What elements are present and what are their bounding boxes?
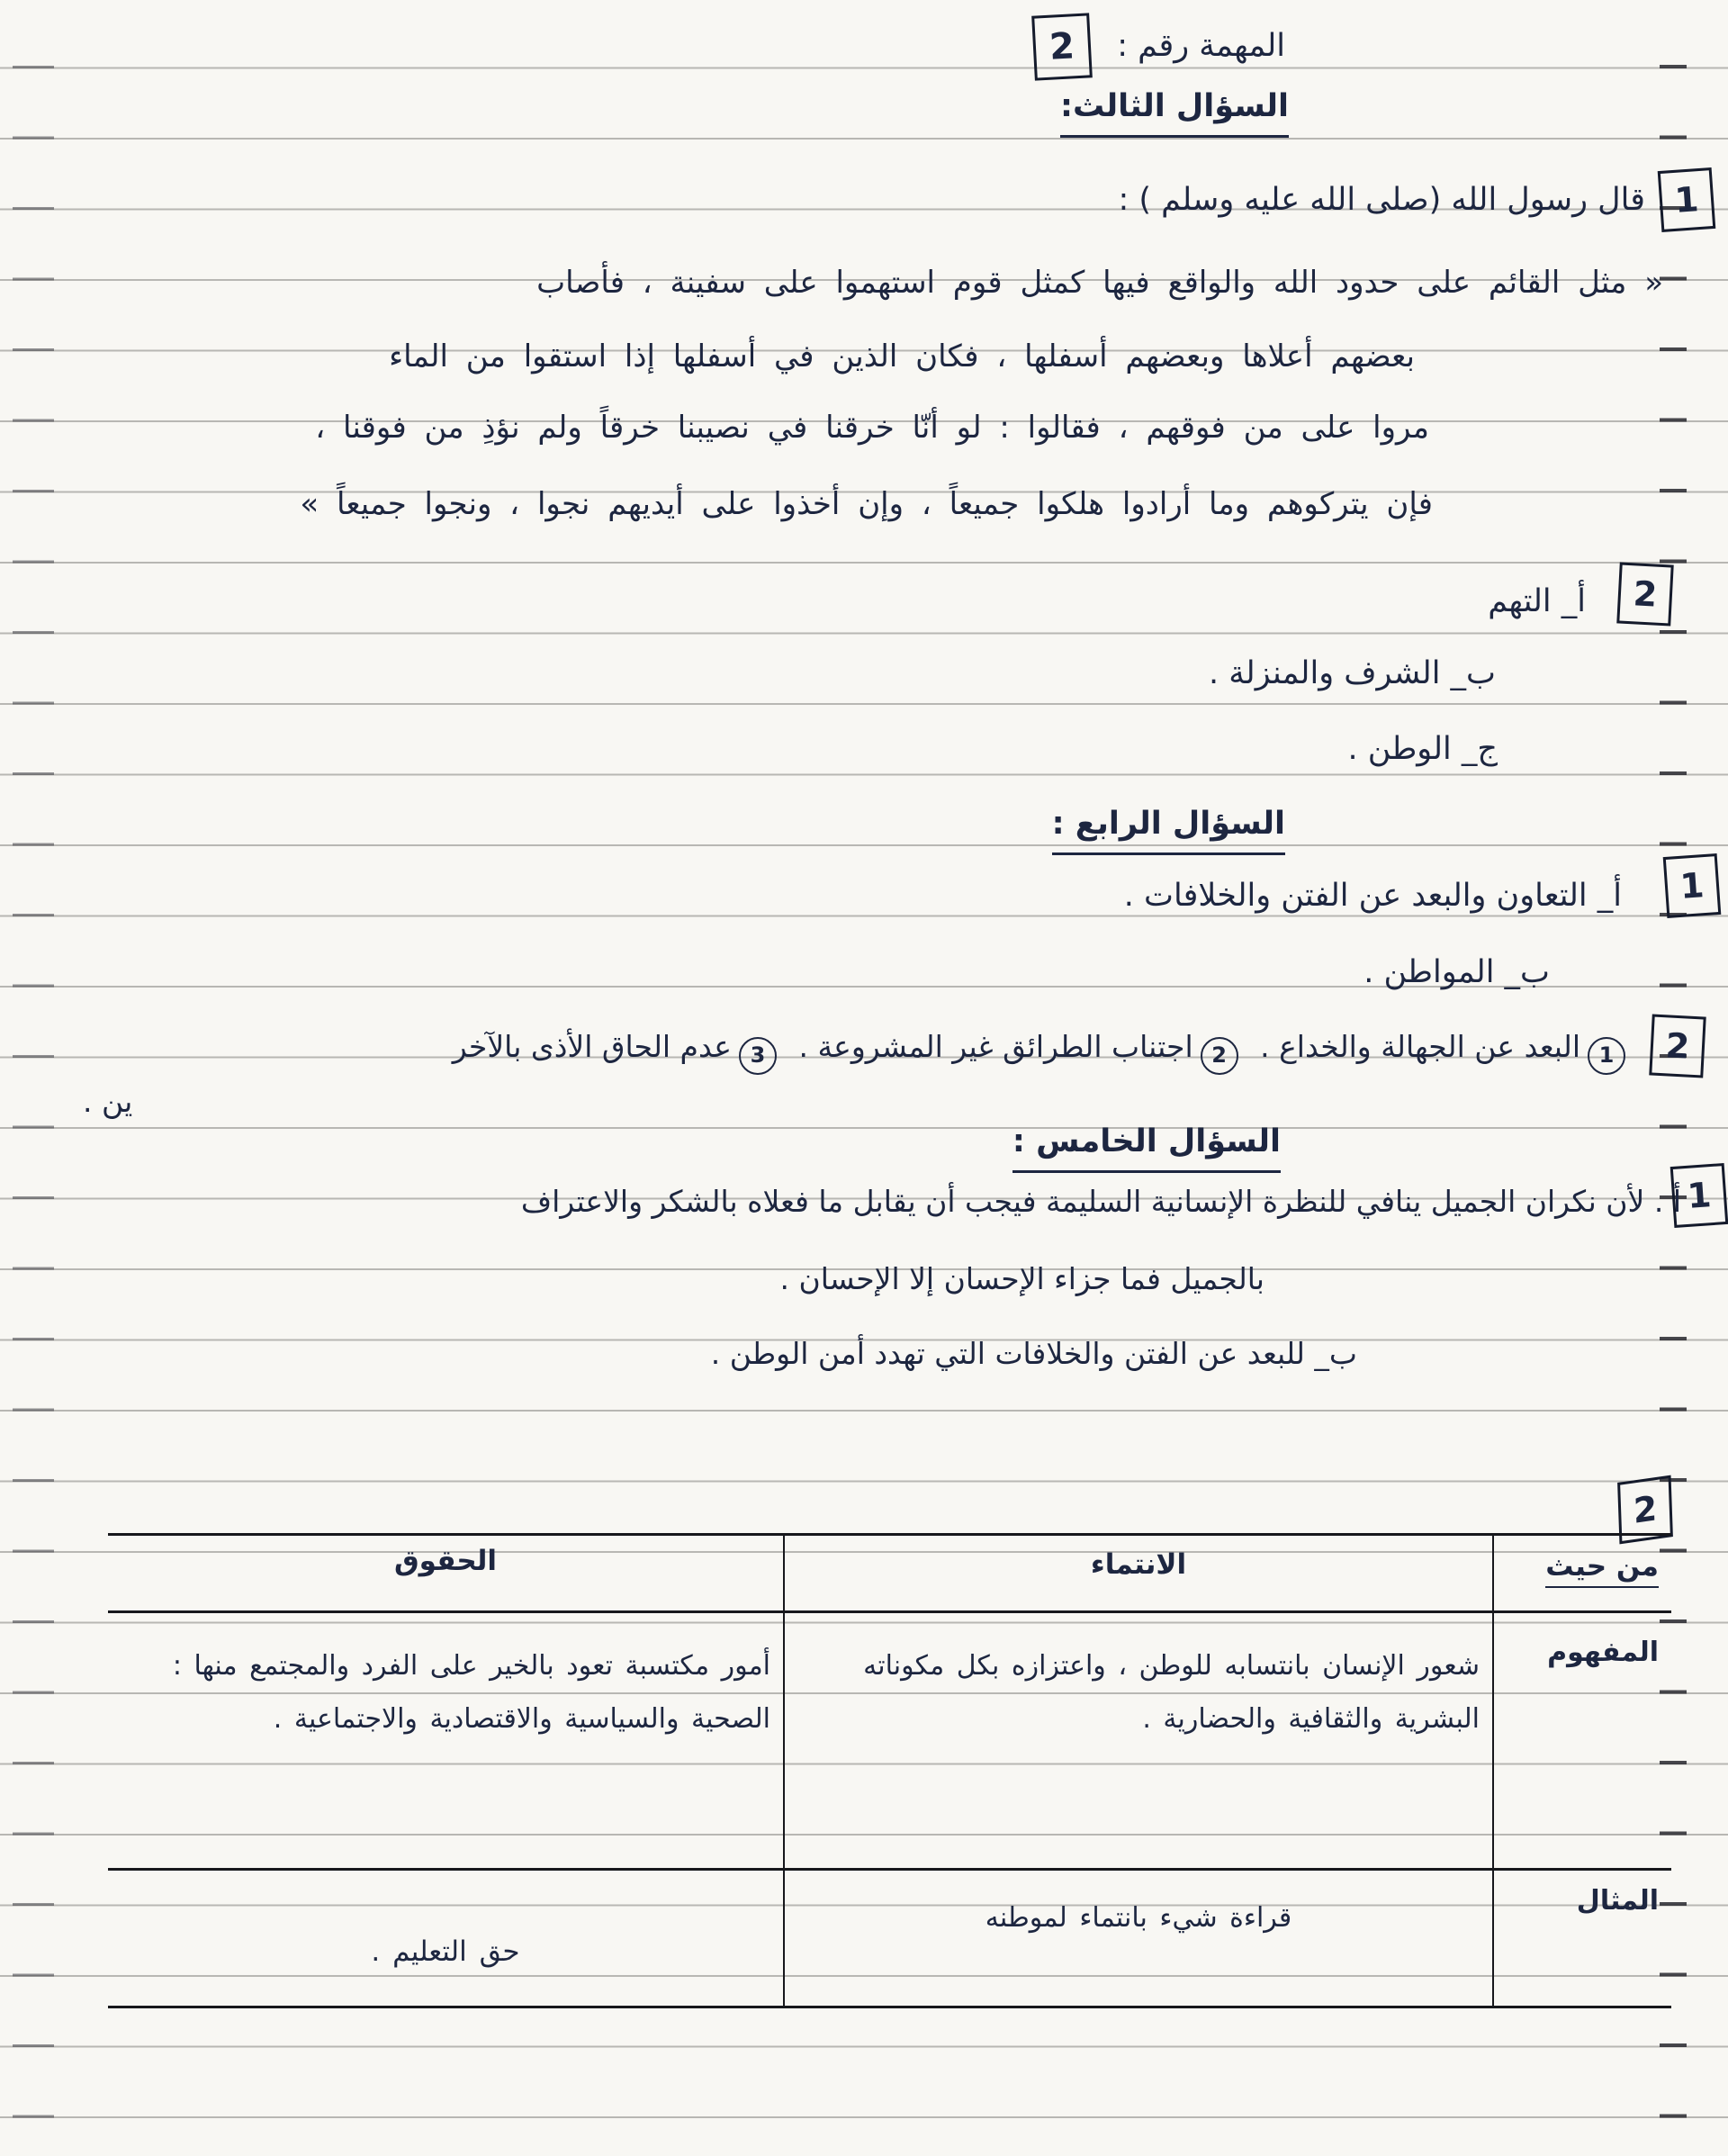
q3-answer-c: ج_ الوطن . xyxy=(1347,731,1498,767)
q3-hadith-intro: قال رسول الله (صلى الله عليه وسلم ) : xyxy=(1118,182,1645,218)
table-row1-rights xyxy=(108,1613,783,1871)
q5-part1-number-box: 1 xyxy=(1670,1163,1728,1228)
rights-example-text: حق التعليم . xyxy=(371,1935,520,1968)
q4-answer2-item3: عدم الحاق الأذى بالآخر xyxy=(452,1029,732,1064)
hadith-line-1: « مثل القائم على حدود الله والواقع فيها كمثل قوم استهموا على سفينة ، فأصاب xyxy=(536,265,1663,301)
comparison-table xyxy=(108,1533,1671,2008)
question3-heading: السؤال الثالث: xyxy=(1060,86,1289,138)
table-header-belonging: الانتماء xyxy=(783,1536,1494,1613)
q3-part2-number-box: 2 xyxy=(1616,562,1673,626)
q4-answer1-b: ب_ المواطن . xyxy=(1364,954,1550,990)
circled-3-icon: 3 xyxy=(739,1037,777,1075)
hadith-line-2: بعضهم أعلاها وبعضهم أسفلها ، فكان الذين في أسفلها إذا استقوا من الماء xyxy=(389,338,1415,374)
circled-1-icon: 1 xyxy=(1588,1037,1625,1075)
belonging-concept-text: شعور الإنسان بانتسابه للوطن ، واعتزازه بكل مكوناته البشرية والثقافية والحضارية . xyxy=(863,1650,1480,1735)
q5-answer-a-line1: أ . لأن نكران الجميل ينافي للنظرة الإنسانية السليمة فيجب أن يقابل ما فعلاه بالشكر والاعتراف xyxy=(520,1184,1681,1219)
task-label: المهمة رقم : xyxy=(1117,28,1285,64)
rights-concept-text: أمور مكتسبة تعود بالخير على الفرد والمجتمع منها : الصحية والسياسية والاقتصادية والاجتماعية . xyxy=(172,1650,770,1735)
q4-answer2-line xyxy=(447,1028,1633,1075)
question4-heading: السؤال الرابع : xyxy=(1052,804,1285,855)
table-row1-label: المفهوم xyxy=(1494,1613,1671,1871)
belonging-example-text: قراءة شيء بانتماء لموطنه xyxy=(985,1902,1292,1934)
table-part-number-box: 2 xyxy=(1617,1475,1673,1545)
table-row1-belonging xyxy=(783,1613,1494,1871)
q3-part1-number-box: 1 xyxy=(1658,167,1716,232)
criteria-header-label: من حيث xyxy=(1545,1550,1659,1588)
q4-part2-number-box: 2 xyxy=(1649,1014,1706,1078)
circled-2-icon: 2 xyxy=(1201,1037,1238,1075)
q3-answer-a: أ_ التهم xyxy=(1488,583,1586,619)
q4-answer2-item1: البعد عن الجهالة والخداع . xyxy=(1260,1029,1580,1064)
q5-answer-b: ب_ للبعد عن الفتن والخلافات التي تهدد أمن الوطن . xyxy=(710,1336,1357,1371)
q4-answer2-item2: اجتناب الطرائق غير المشروعة . xyxy=(798,1029,1193,1064)
task-title xyxy=(1033,14,1285,79)
task-number-box: 2 xyxy=(1031,13,1093,80)
q4-answer2-wrap: ين . xyxy=(83,1084,133,1119)
q4-part1-number-box: 1 xyxy=(1663,853,1722,918)
q5-answer-a-line2: بالجميل فما جزاء الإحسان إلا الإحسان . xyxy=(779,1261,1264,1296)
hadith-line-4: فإن يتركوهم وما أرادوا هلكوا جميعاً ، وإن أخذوا على أيديهم نجوا ، ونجوا جميعاً » xyxy=(300,486,1433,522)
table-row2-belonging xyxy=(783,1871,1494,2006)
table-header-criteria xyxy=(1494,1536,1671,1613)
table-row2-label: المثال xyxy=(1576,1885,1659,1917)
q4-answer1-a: أ_ التعاون والبعد عن الفتن والخلافات . xyxy=(1123,878,1622,914)
q3-answer-b: ب_ الشرف والمنزلة . xyxy=(1209,655,1496,691)
table-row2-rights xyxy=(108,1871,783,2006)
table-header-rights: الحقوق xyxy=(108,1536,783,1613)
question5-heading: السؤال الخامس : xyxy=(1012,1122,1281,1173)
hadith-line-3: مروا على من فوقهم ، فقالوا : لو أنّا خرقنا في نصيبنا خرقاً ولم نؤذِ من فوقنا ، xyxy=(315,410,1429,446)
